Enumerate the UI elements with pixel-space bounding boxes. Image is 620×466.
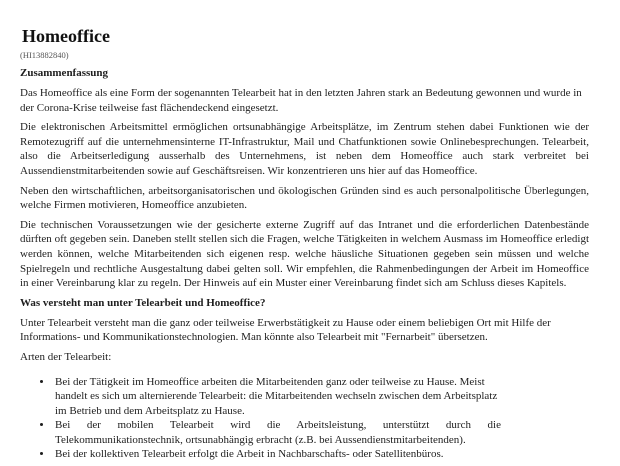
paragraph: Die elektronischen Arbeitsmittel ermöglichen ortsunabhängige Arbeitsplätze, im Zentrum stehen dabei Funktionen wie der Remotezugriff auf die unternehmensinterne IT-Infrastruktur, Mail und Chatfunktionen sowie Onlinebesprechungen. Telearbeit, also die Arbeitserledigung ausserhalb des Unternehmens, ist neben dem Homeoffice auch stark verbreitet bei Aussendienstmitarbeitenden sowie auf Geschäftsreisen. Wir konzentrieren uns hier auf das Homeoffice. xyxy=(20,121,589,177)
list-item: • Bei der mobilen Telearbeit wird die Arbeitsleistung, unterstützt durch die Telekommunikationstechnik, ortsunabhängig erbracht (z.B. bei Aussendienstmitarbeitenden). xyxy=(53,418,501,447)
summary-heading: Zusammenfassung xyxy=(20,67,109,79)
document-id: (HI13882840) xyxy=(20,50,69,60)
document-page xyxy=(20,26,589,462)
types-label: Arten der Telearbeit: xyxy=(20,350,112,363)
document-title: Homeoffice xyxy=(22,26,110,46)
section-paragraph: Unter Telearbeit versteht man die ganz oder teilweise Erwerbstätigkeit zu Hause oder einem beliebigen Ort mit Hilfe der Informations- und Kommunikationstechnologien. Man könnte also Telearbeit mit "Fernarbeit" übersetzen. xyxy=(20,316,551,344)
list-item: • Bei der kollektiven Telearbeit erfolgt die Arbeit in Nachbarschafts- oder Satellitenbüros. xyxy=(53,447,501,462)
paragraph: Die technischen Voraussetzungen wie der gesicherte externe Zugriff auf das Intranet und die erforderlichen Datenbestände dürften oft gegeben sein. Daneben stellt stellen sich die Fragen, welche Tätigkeiten in welchem Ausmass im Homeoffice erledigt werden können, welche Mitarbeitenden sich eigenen resp. welche häusliche Situationen gegeben sein müssen und welche Spielregeln und rechtliche Ausgestaltung dabei gelten soll. Wir empfehlen, die Rahmenbedingungen der Arbeit im Homeoffice in einer Vereinbarung klar zu regeln. Der Hinweis auf ein Muster einer Vereinbarung findet sich am Schluss dieses Kapitels. xyxy=(20,218,589,290)
paragraph: Das Homeoffice als eine Form der sogenannten Telearbeit hat in den letzten Jahren stark an Bedeutung gewonnen und wurde in der Corona-Krise teilweise fast flächendeckend eingesetzt. xyxy=(20,87,582,114)
paragraph: Neben den wirtschaftlichen, arbeitsorganisatorischen und ökologischen Gründen sind es auch personalpolitische Überlegungen, welche Firmen motivieren, Homeoffice anzubieten. xyxy=(20,184,589,212)
types-list xyxy=(20,375,501,463)
section-heading: Was versteht man unter Telearbeit und Homeoffice? xyxy=(20,296,266,309)
list-item: • Bei der Tätigkeit im Homeoffice arbeiten die Mitarbeitenden ganz oder teilweise zu Hause. Meist handelt es sich um alternierende Telearbeit: die Mitarbeitenden wechseln zwischen dem Arbeitsplatz im Betrieb und dem Arbeitsplatz zu Hause. xyxy=(53,375,501,419)
